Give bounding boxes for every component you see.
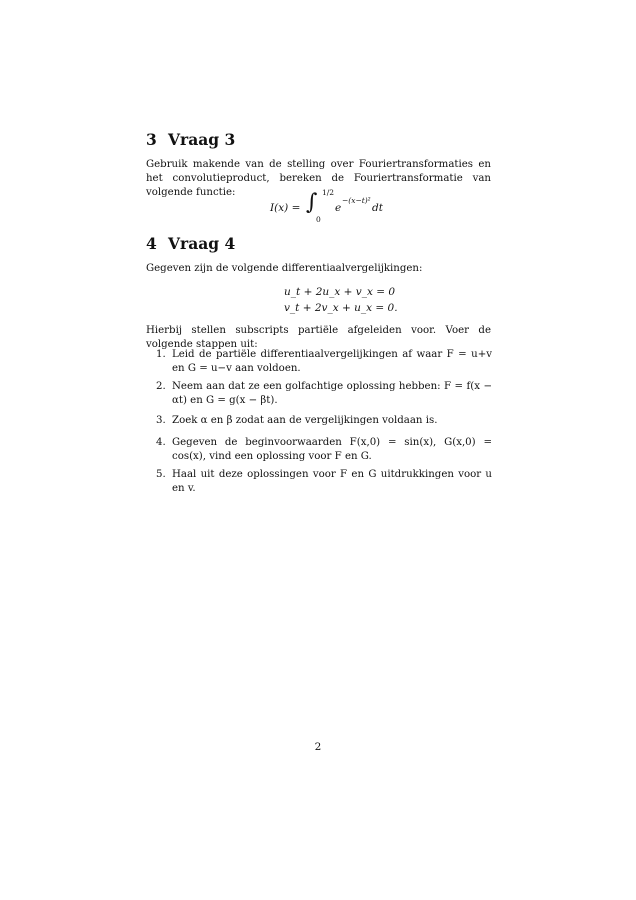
integral-dt: dt (372, 202, 383, 214)
section-3-number: 3 (146, 130, 157, 149)
integrand-exponent: −(x−t)² (342, 196, 371, 205)
section-4-intro-text: Gegeven zijn de volgende differentiaalvergelijkingen: (146, 263, 423, 274)
section-4-after-text: Hierbij stellen subscripts partiële afgeleiden voor. Voer de volgende stappen uit: (146, 325, 491, 350)
integral-upper-limit: 1/2 (322, 188, 335, 197)
document-page: 3 Vraag 3 Gebruik makende van de stelling over Fouriertransformaties en het convolutieproduct, bereken de Fouriertransformatie van volgende functie: I(x) = ∫ 1/2 0 e −(x−t)² dt 4 Vraag 4 Gegeven zijn de volgende differentiaalvergelijkingen: u_t + 2u_x + v_x = 0 v_t + 2v_x + u_x = 0. Hierbij stellen subscripts partiële afgeleiden voor. Voer de volgende stappen uit: 1. Leid de partiële differentiaalvergelijkingen af waar F = u+v en G = u−v aan voldoen. 2. Neem aan dat ze een golfachtige oplossing hebben: F = f(x − αt) en G = g(x − βt). 3. Zoek α en β zodat aan de vergelijkingen voldaan is. 4. Gegeven de beginvoorwaarden F(x,0) = sin(x), G(x,0) = cos(x), vind een oplossing voor F en G. 5. Haal uit deze oplossingen voor F en G uitdrukkingen voor u en v. 2 (0, 0, 636, 900)
pde-equation-2: v_t + 2v_x + u_x = 0. (284, 302, 398, 314)
eq-lhs: I(x) = (270, 202, 301, 214)
section-4-title: Vraag 4 (168, 234, 236, 253)
section-3-title: Vraag 3 (168, 130, 236, 149)
section-4-number: 4 (146, 234, 157, 253)
section-3-intro (146, 158, 491, 200)
section-3-heading (146, 130, 235, 149)
section-4-heading (146, 234, 235, 253)
pde-equation-1: u_t + 2u_x + v_x = 0 (284, 286, 396, 298)
integrand-base: e (335, 202, 342, 214)
integral-sign: ∫ (306, 190, 318, 215)
page-number: 2 (314, 741, 322, 753)
section-3-intro-text: Gebruik makende van de stelling over Fouriertransformaties en het convolutieproduct, bereken de Fouriertransformatie van volgende functie: (146, 159, 491, 198)
integral-lower-limit: 0 (316, 215, 321, 224)
section-4-intro (146, 262, 491, 276)
